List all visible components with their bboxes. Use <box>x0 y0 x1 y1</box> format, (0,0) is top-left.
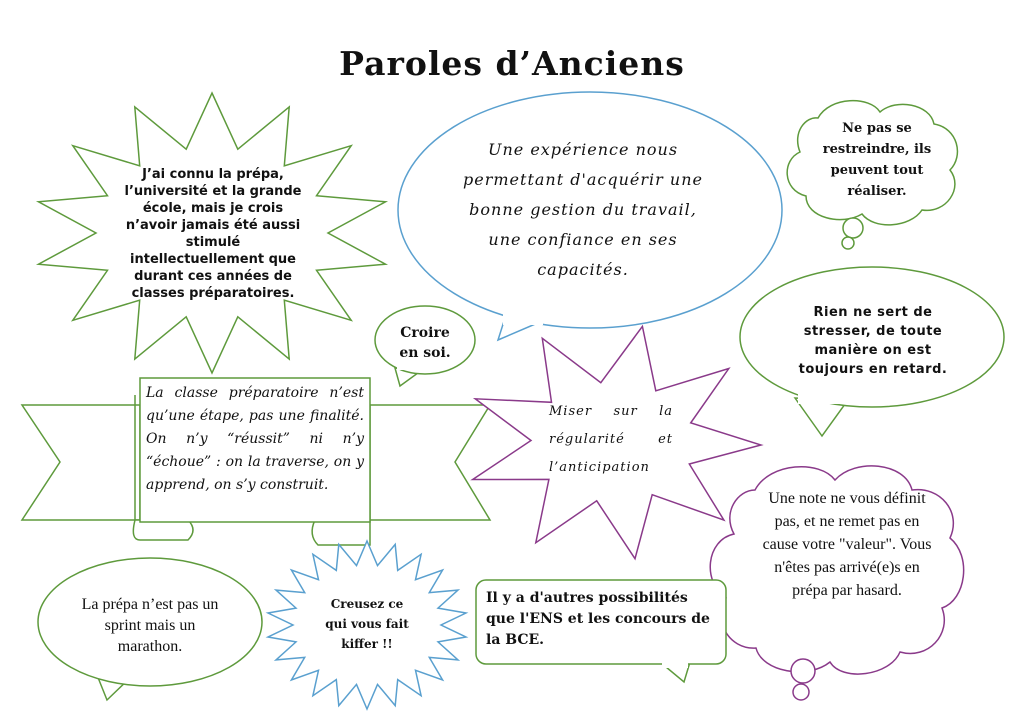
quote-blue-burst: Creusez ce qui vous fait kiffer !! <box>325 597 409 651</box>
quote-small-bubble: Croire en soi. <box>399 325 451 361</box>
quote-cloud-bottom-right: Une note ne vous définit pas, et ne remet pas en cause votre "valeur". Vous n'êtes pas arrivé(e)s en prépa par hasard. <box>762 490 932 599</box>
quote-ribbon: La classe préparatoire n’est qu’une étape, pas une finalité. On n’y “réussit” ni n’y “échoue” : on la traverse, on y apprend, on s’y construit. <box>146 385 364 493</box>
quote-bubble-right: Rien ne sert de stresser, de toute manière on est toujours en retard. <box>798 305 948 377</box>
page-title: Paroles d’Anciens <box>339 44 685 83</box>
quote-bubble-center: Une expérience nous permettant d'acquérir une bonne gestion du travail, une confiance en ses capacités. <box>463 140 703 279</box>
quote-star-left: J’ai connu la prépa, l’université et la grande école, mais je crois n’avoir jamais été aussi stimulé intellectuellement que durant ces années de classes préparatoires. <box>124 167 302 301</box>
quote-callout-rect: Il y a d'autres possibilités que l'ENS et les concours de la BCE. <box>486 590 710 648</box>
quote-cloud-top-right: Ne pas se restreindre, ils peuvent tout réaliser. <box>822 121 932 199</box>
quote-purple-star: Miser sur la régularité et l’anticipation <box>549 404 673 475</box>
quote-bubble-bottom-left: La prépa n’est pas un sprint mais un marathon. <box>81 596 219 655</box>
